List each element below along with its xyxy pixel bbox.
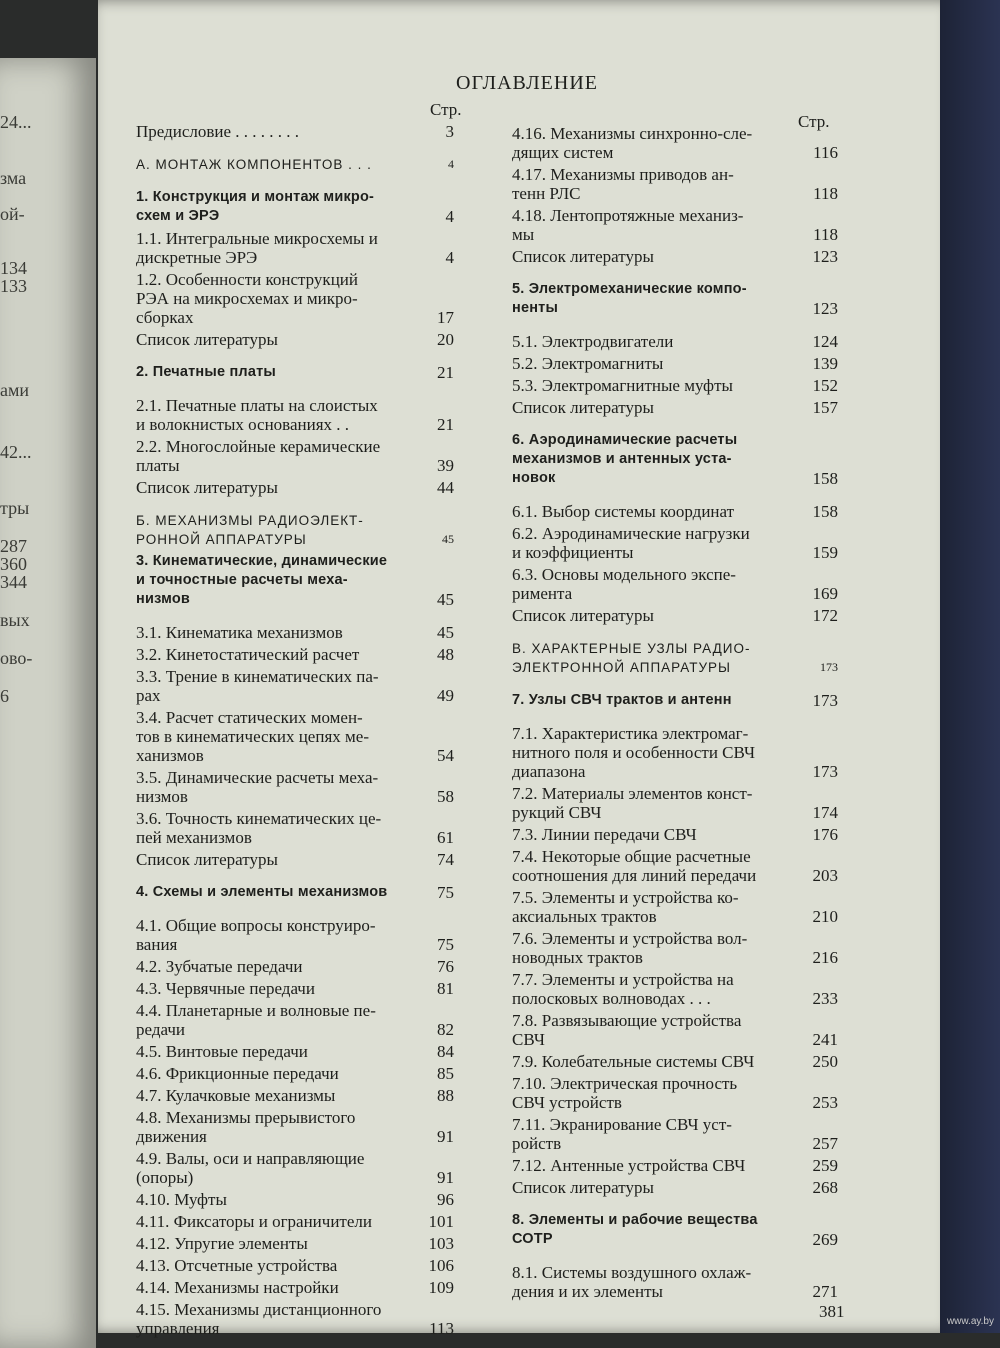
toc-entry-page: 58 [437, 787, 454, 806]
toc-entry [512, 206, 838, 244]
toc-entry [512, 1115, 838, 1153]
toc-entry-title: 6.3. Основы модельного экспе- римента [512, 565, 736, 603]
toc-entry [512, 888, 838, 926]
left-page-fragment: 6 [0, 686, 9, 706]
toc-entry-title: 3.5. Динамические расчеты меха- низмов [136, 768, 379, 806]
toc-entry-page: 123 [812, 299, 838, 318]
toc-entry [136, 1190, 454, 1209]
toc-entry-title: 4.11. Фиксаторы и ограничители [136, 1212, 372, 1231]
toc-entry [512, 1074, 838, 1112]
toc-entry [512, 970, 838, 1008]
toc-entry-page: 103 [428, 1234, 454, 1253]
toc-entry-title: 4.2. Зубчатые передачи [136, 957, 303, 976]
left-page-fragment: 42... [0, 442, 32, 462]
toc-entry-title: 7.3. Линии передачи СВЧ [512, 825, 697, 844]
toc-entry-page: 109 [428, 1278, 454, 1297]
toc-entry-title: Список литературы [512, 606, 654, 625]
toc-entry-page: 271 [812, 1282, 838, 1301]
toc-entry-page: 216 [812, 948, 838, 967]
toc-entry-page: 157 [812, 398, 838, 417]
toc-entry-page: 91 [437, 1127, 454, 1146]
toc-entry-title: 3.4. Расчет статических момен- тов в кинематических цепях ме- ханизмов [136, 708, 369, 765]
toc-entry-page: 257 [812, 1134, 838, 1153]
toc-entry-title: 4.8. Механизмы прерывистого движения [136, 1108, 356, 1146]
toc-entry [136, 1086, 454, 1105]
left-page-fragment: тры [0, 498, 30, 518]
toc-entry-title: 6.1. Выбор системы координат [512, 502, 735, 521]
toc-entry-page: 269 [812, 1230, 838, 1249]
toc-entry-title: А. МОНТАЖ КОМПОНЕНТОВ . . . [136, 157, 372, 172]
toc-entry-page: 169 [812, 584, 838, 603]
toc-entry [512, 784, 838, 822]
toc-entry-page: 173 [820, 660, 838, 674]
toc-entry [512, 1156, 838, 1175]
toc-entry [136, 1064, 454, 1083]
toc-entry [512, 376, 838, 395]
left-page-fragment: 344 [0, 572, 27, 592]
toc-entry-title: Предисловие . . . . . . . . [136, 122, 300, 141]
toc-entry-title: 4.1. Общие вопросы конструиро- вания [136, 916, 376, 954]
toc-entry [136, 1108, 454, 1146]
toc-entry [136, 957, 454, 976]
toc-entry [512, 1263, 838, 1301]
toc-entry [136, 1234, 454, 1253]
toc-entry-title: 7.10. Электрическая прочность СВЧ устройств [512, 1074, 738, 1112]
toc-entry-page: 4 [448, 157, 454, 171]
toc-entry [136, 396, 454, 434]
toc-entry [136, 188, 454, 226]
toc-entry-page: 113 [429, 1319, 454, 1338]
toc-entry-title: 6. Аэродинамические расчеты механизмов и антенных уста- новок [512, 432, 738, 486]
toc-entry-title: 4.14. Механизмы настройки [136, 1278, 339, 1297]
toc-entry-title: 2.1. Печатные платы на слоистых и волокнистых основаниях . . [136, 396, 378, 434]
toc-entry-page: 152 [812, 376, 838, 395]
toc-entry-page: 159 [812, 543, 838, 562]
toc-entry-title: Список литературы [512, 1178, 654, 1197]
toc-entry [512, 691, 838, 710]
toc-entry [512, 1011, 838, 1049]
toc-entry [136, 1149, 454, 1187]
toc-entry-page: 45 [442, 532, 454, 546]
toc-entry-page: 4 [445, 248, 454, 267]
toc-entry [512, 354, 838, 373]
toc-entry [136, 1212, 454, 1231]
toc-entry-title: 4.16. Механизмы синхронно-сле- дящих систем [512, 124, 753, 162]
toc-entry [136, 623, 454, 642]
toc-entry-title: 3.3. Трение в кинематических па- рах [136, 667, 379, 705]
toc-entry-page: 39 [437, 456, 454, 475]
toc-entry-page: 81 [437, 979, 454, 998]
toc-entry-page: 85 [437, 1064, 454, 1083]
book-cover-edge [940, 0, 1000, 1333]
toc-entry [512, 724, 838, 781]
toc-entry [512, 398, 838, 417]
toc-entry-title: 7.11. Экранирование СВЧ уст- ройств [512, 1115, 732, 1153]
left-page-fragment: ово- [0, 648, 33, 668]
toc-entry-title: 3.1. Кинематика механизмов [136, 623, 343, 642]
toc-entry-title: 7. Узлы СВЧ трактов и антенн [512, 692, 732, 708]
toc-entry [512, 847, 838, 885]
left-page-fragment: вых [0, 610, 30, 630]
toc-entry-title: 3.2. Кинетостатический расчет [136, 645, 360, 664]
toc-entry [136, 122, 454, 141]
toc-entry-page: 48 [437, 645, 454, 664]
toc-entry-title: 2. Печатные платы [136, 364, 276, 380]
toc-entry [512, 565, 838, 603]
toc-entry-title: 7.6. Элементы и устройства вол- новодных трактов [512, 929, 748, 967]
toc-entry [136, 645, 454, 664]
toc-entry-page: 172 [812, 606, 838, 625]
toc-entry [136, 1300, 454, 1338]
toc-entry-page: 173 [812, 691, 838, 710]
toc-entry-title: 2.2. Многослойные керамические платы [136, 437, 381, 475]
left-page-fragment: 133 [0, 276, 27, 296]
toc-entry [136, 552, 454, 609]
toc-entry-title: 1. Конструкция и монтаж микро- схем и ЭРЭ [136, 189, 375, 224]
toc-entry [136, 363, 454, 382]
toc-entry-page: 139 [812, 354, 838, 373]
toc-entry-page: 241 [812, 1030, 838, 1049]
toc-entry-page: 124 [812, 332, 838, 351]
toc-entry-page: 75 [437, 883, 454, 902]
toc-entry [136, 883, 454, 902]
toc-column-right [512, 124, 838, 1304]
toc-entry-page: 268 [812, 1178, 838, 1197]
toc-entry-title: 4.13. Отсчетные устройства [136, 1256, 338, 1275]
toc-entry [512, 825, 838, 844]
toc-entry-page: 45 [437, 623, 454, 642]
toc-entry-title: 3. Кинематические, динамические и точностные расчеты меха- низмов [136, 553, 388, 607]
toc-entry [136, 229, 454, 267]
toc-entry [136, 708, 454, 765]
toc-entry-title: 8.1. Системы воздушного охлаж- дения и их элементы [512, 1263, 752, 1301]
toc-entry-title: 4.3. Червячные передачи [136, 979, 315, 998]
toc-entry-title: 4. Схемы и элементы механизмов [136, 884, 388, 900]
toc-entry-title: 1.1. Интегральные микросхемы и дискретные ЭРЭ [136, 229, 378, 267]
toc-entry-title: 5.3. Электромагнитные муфты [512, 376, 733, 395]
toc-entry [512, 1211, 838, 1249]
toc-entry [512, 524, 838, 562]
toc-entry-page: 21 [437, 363, 454, 382]
toc-entry-page: 49 [437, 686, 454, 705]
toc-entry [136, 1256, 454, 1275]
toc-entry-title: 7.5. Элементы и устройства ко- аксиальных трактов [512, 888, 739, 926]
toc-entry [512, 1178, 838, 1197]
left-page-fragment: ами [0, 380, 30, 400]
toc-entry-page: 203 [812, 866, 838, 885]
toc-entry [136, 916, 454, 954]
toc-entry-title: Список литературы [136, 478, 278, 497]
toc-entry-title: 4.10. Муфты [136, 1190, 227, 1209]
toc-entry [512, 247, 838, 266]
toc-entry-page: 91 [437, 1168, 454, 1187]
toc-entry-page: 250 [812, 1052, 838, 1071]
toc-entry-title: 1.2. Особенности конструкций РЭА на микросхемах и микро- сборках [136, 270, 358, 327]
toc-entry-page: 176 [812, 825, 838, 844]
toc-entry-title: 7.7. Элементы и устройства на полосковых волноводах . . . [512, 970, 734, 1008]
toc-entry-page: 210 [812, 907, 838, 926]
toc-entry-page: 88 [437, 1086, 454, 1105]
toc-entry [512, 431, 838, 488]
toc-entry [512, 1052, 838, 1071]
toc-entry [512, 165, 838, 203]
toc-entry-page: 116 [813, 143, 838, 162]
toc-entry-title: 7.8. Развязывающие устройства СВЧ [512, 1011, 742, 1049]
toc-entry-title: 8. Элементы и рабочие вещества СОТР [512, 1212, 758, 1247]
toc-entry-title: Б. МЕХАНИЗМЫ РАДИОЭЛЕКТ- РОННОЙ АППАРАТУРЫ [136, 513, 364, 547]
toc-entry-page: 54 [437, 746, 454, 765]
toc-entry [136, 1042, 454, 1061]
left-page-fragment: 360 [0, 554, 27, 574]
toc-entry-page: 3 [445, 122, 454, 141]
toc-entry-title: 4.12. Упругие элементы [136, 1234, 308, 1253]
left-page-fragment: зма [0, 168, 27, 188]
toc-entry-title: В. ХАРАКТЕРНЫЕ УЗЛЫ РАДИО- ЭЛЕКТРОННОЙ АППАРАТУРЫ [512, 641, 751, 675]
toc-entry-title: 4.6. Фрикционные передачи [136, 1064, 339, 1083]
toc-entry [512, 124, 838, 162]
toc-entry-title: 4.5. Винтовые передачи [136, 1042, 308, 1061]
left-page-fragment: ой- [0, 204, 25, 224]
toc-entry-page: 259 [812, 1156, 838, 1175]
previous-page-edge [0, 58, 96, 1348]
toc-entry-title: 5.1. Электродвигатели [512, 332, 674, 351]
page-label-right: Стр. [798, 112, 830, 131]
toc-entry-page: 123 [812, 247, 838, 266]
toc-entry-title: 5.2. Электромагниты [512, 354, 664, 373]
toc-entry-page: 173 [812, 762, 838, 781]
toc-entry [136, 1001, 454, 1039]
toc-entry-title: 3.6. Точность кинематических це- пей механизмов [136, 809, 382, 847]
toc-entry [136, 155, 454, 174]
toc-entry-title: 4.4. Планетарные и волновые пе- редачи [136, 1001, 376, 1039]
left-page-fragment: 24... [0, 112, 32, 132]
toc-entry-title: 7.9. Колебательные системы СВЧ [512, 1052, 755, 1071]
toc-entry-page: 44 [437, 478, 454, 497]
toc-entry-page: 17 [437, 308, 454, 327]
toc-entry-title: Список литературы [512, 398, 654, 417]
toc-entry [136, 809, 454, 847]
left-page-fragment: 134 [0, 258, 27, 278]
toc-entry-title: Список литературы [136, 850, 278, 869]
toc-entry-title: 6.2. Аэродинамические нагрузки и коэффициенты [512, 524, 750, 562]
toc-entry [512, 929, 838, 967]
toc-entry-title: 4.9. Валы, оси и направляющие (опоры) [136, 1149, 365, 1187]
toc-entry [136, 667, 454, 705]
toc-entry [512, 502, 838, 521]
toc-entry-page: 253 [812, 1093, 838, 1112]
toc-entry-title: 4.7. Кулачковые механизмы [136, 1086, 336, 1105]
toc-entry-page: 106 [428, 1256, 454, 1275]
toc-entry-page: 20 [437, 330, 454, 349]
toc-entry-title: 7.12. Антенные устройства СВЧ [512, 1156, 746, 1175]
toc-entry [512, 606, 838, 625]
toc-entry-page: 82 [437, 1020, 454, 1039]
left-page-fragment: 287 [0, 536, 27, 556]
toc-entry-page: 84 [437, 1042, 454, 1061]
toc-entry [136, 437, 454, 475]
page-number: 381 [819, 1302, 845, 1321]
toc-entry-page: 101 [428, 1212, 454, 1231]
toc-entry-page: 118 [813, 184, 838, 203]
page-label-left: Стр. [430, 100, 462, 119]
toc-entry-title: 7.4. Некоторые общие расчетные соотношения для линий передачи [512, 847, 757, 885]
toc-entry [136, 478, 454, 497]
toc-entry-page: 158 [812, 502, 838, 521]
toc-entry [136, 270, 454, 327]
toc-entry-page: 158 [812, 469, 838, 488]
toc-entry [136, 330, 454, 349]
toc-entry-page: 75 [437, 935, 454, 954]
toc-entry-page: 233 [812, 989, 838, 1008]
toc-entry-title: 5. Электромеханические компо- ненты [512, 281, 747, 316]
toc-entry-page: 174 [812, 803, 838, 822]
toc-entry-page: 4 [445, 207, 454, 226]
toc-entry-title: 7.2. Материалы элементов конст- рукций СВЧ [512, 784, 753, 822]
toc-entry-page: 118 [813, 225, 838, 244]
toc-entry-title: 4.17. Механизмы приводов ан- тенн РЛС [512, 165, 734, 203]
toc-entry-page: 45 [437, 590, 454, 609]
toc-entry-title: 4.15. Механизмы дистанционного управления [136, 1300, 382, 1338]
toc-entry-page: 74 [437, 850, 454, 869]
toc-entry [136, 1278, 454, 1297]
toc-entry-title: 4.18. Лентопротяжные механиз- мы [512, 206, 744, 244]
toc-entry-page: 21 [437, 415, 454, 434]
toc-entry [136, 768, 454, 806]
toc-entry [512, 332, 838, 351]
toc-entry [512, 280, 838, 318]
toc-entry [512, 639, 838, 677]
toc-entry [136, 850, 454, 869]
toc-entry [136, 979, 454, 998]
toc-entry [136, 511, 454, 549]
toc-entry-page: 61 [437, 828, 454, 847]
toc-entry-title: 7.1. Характеристика электромаг- нитного поля и особенности СВЧ диапазона [512, 724, 756, 781]
toc-entry-page: 96 [437, 1190, 454, 1209]
page-title: ОГЛАВЛЕНИЕ [456, 72, 598, 94]
toc-entry-title: Список литературы [512, 247, 654, 266]
watermark: www.ay.by [946, 1316, 994, 1327]
toc-entry-page: 76 [437, 957, 454, 976]
toc-column-left [136, 122, 454, 1341]
toc-entry-title: Список литературы [136, 330, 278, 349]
